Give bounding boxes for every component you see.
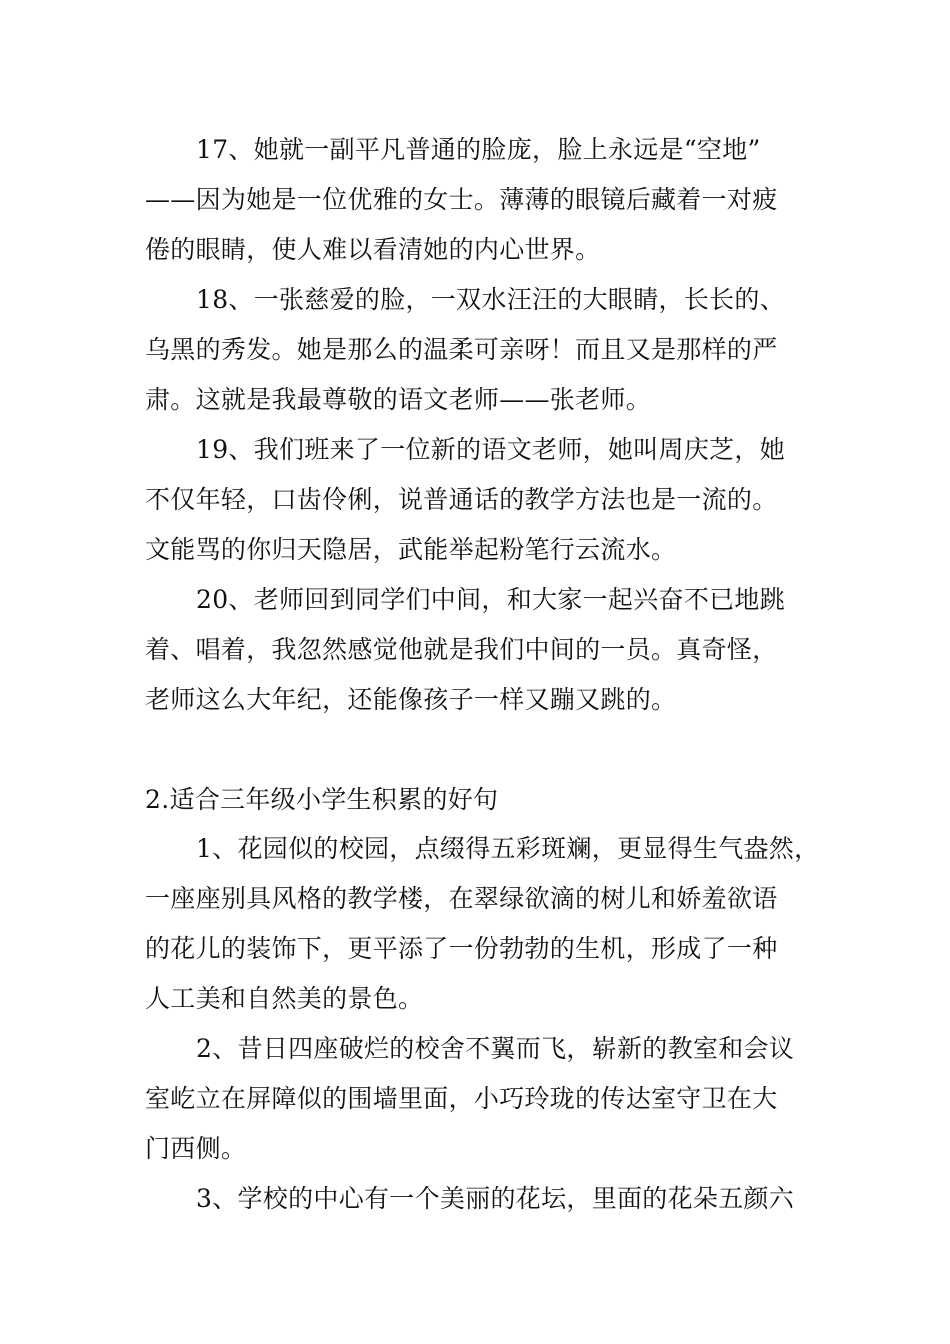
- text-line: 2、昔日四座破烂的校舍不翼而飞，崭新的教室和会议: [196, 1034, 795, 1063]
- text-line: 肃。这就是我最尊敬的语文老师——张老师。: [145, 385, 652, 414]
- section-heading: 2.适合三年级小学生积累的好句: [145, 785, 499, 814]
- text-line: 乌黑的秀发。她是那么的温柔可亲呀！而且又是那样的严: [145, 335, 778, 364]
- text-line: 室屹立在屏障似的围墙里面，小巧玲珑的传达室守卫在大: [145, 1084, 778, 1113]
- text-line: 20、老师回到同学们中间，和大家一起兴奋不已地跳: [196, 585, 786, 614]
- text-line: 倦的眼睛，使人难以看清她的内心世界。: [145, 235, 601, 264]
- text-line: 门西侧。: [145, 1134, 247, 1163]
- text-line: 一座座别具风格的教学楼，在翠绿欲滴的树儿和娇羞欲语: [145, 884, 778, 913]
- text-line: 人工美和自然美的景色。: [145, 984, 424, 1013]
- text-line: 老师这么大年纪，还能像孩子一样又蹦又跳的。: [145, 685, 677, 714]
- text-line: 1、花园似的校园，点缀得五彩斑斓，更显得生气盎然，: [196, 834, 820, 863]
- text-line: 文能骂的你归天隐居，武能举起粉笔行云流水。: [145, 535, 677, 564]
- text-line: 3、学校的中心有一个美丽的花坛，里面的花朵五颜六: [196, 1184, 795, 1213]
- text-line: 的花儿的装饰下，更平添了一份勃勃的生机，形成了一种: [145, 934, 778, 963]
- text-line: 着、唱着，我忽然感觉他就是我们中间的一员。真奇怪，: [145, 635, 778, 664]
- text-line: 不仅年轻，口齿伶俐，说普通话的教学方法也是一流的。: [145, 485, 778, 514]
- text-line: 19、我们班来了一位新的语文老师，她叫周庆芝，她: [196, 435, 786, 464]
- text-line: 18、一张慈爱的脸，一双水汪汪的大眼睛，长长的、: [196, 285, 786, 314]
- text-line: ——因为她是一位优雅的女士。薄薄的眼镜后藏着一对疲: [145, 185, 778, 214]
- text-line: 17、她就一副平凡普通的脸庞，脸上永远是“空地”: [196, 135, 761, 164]
